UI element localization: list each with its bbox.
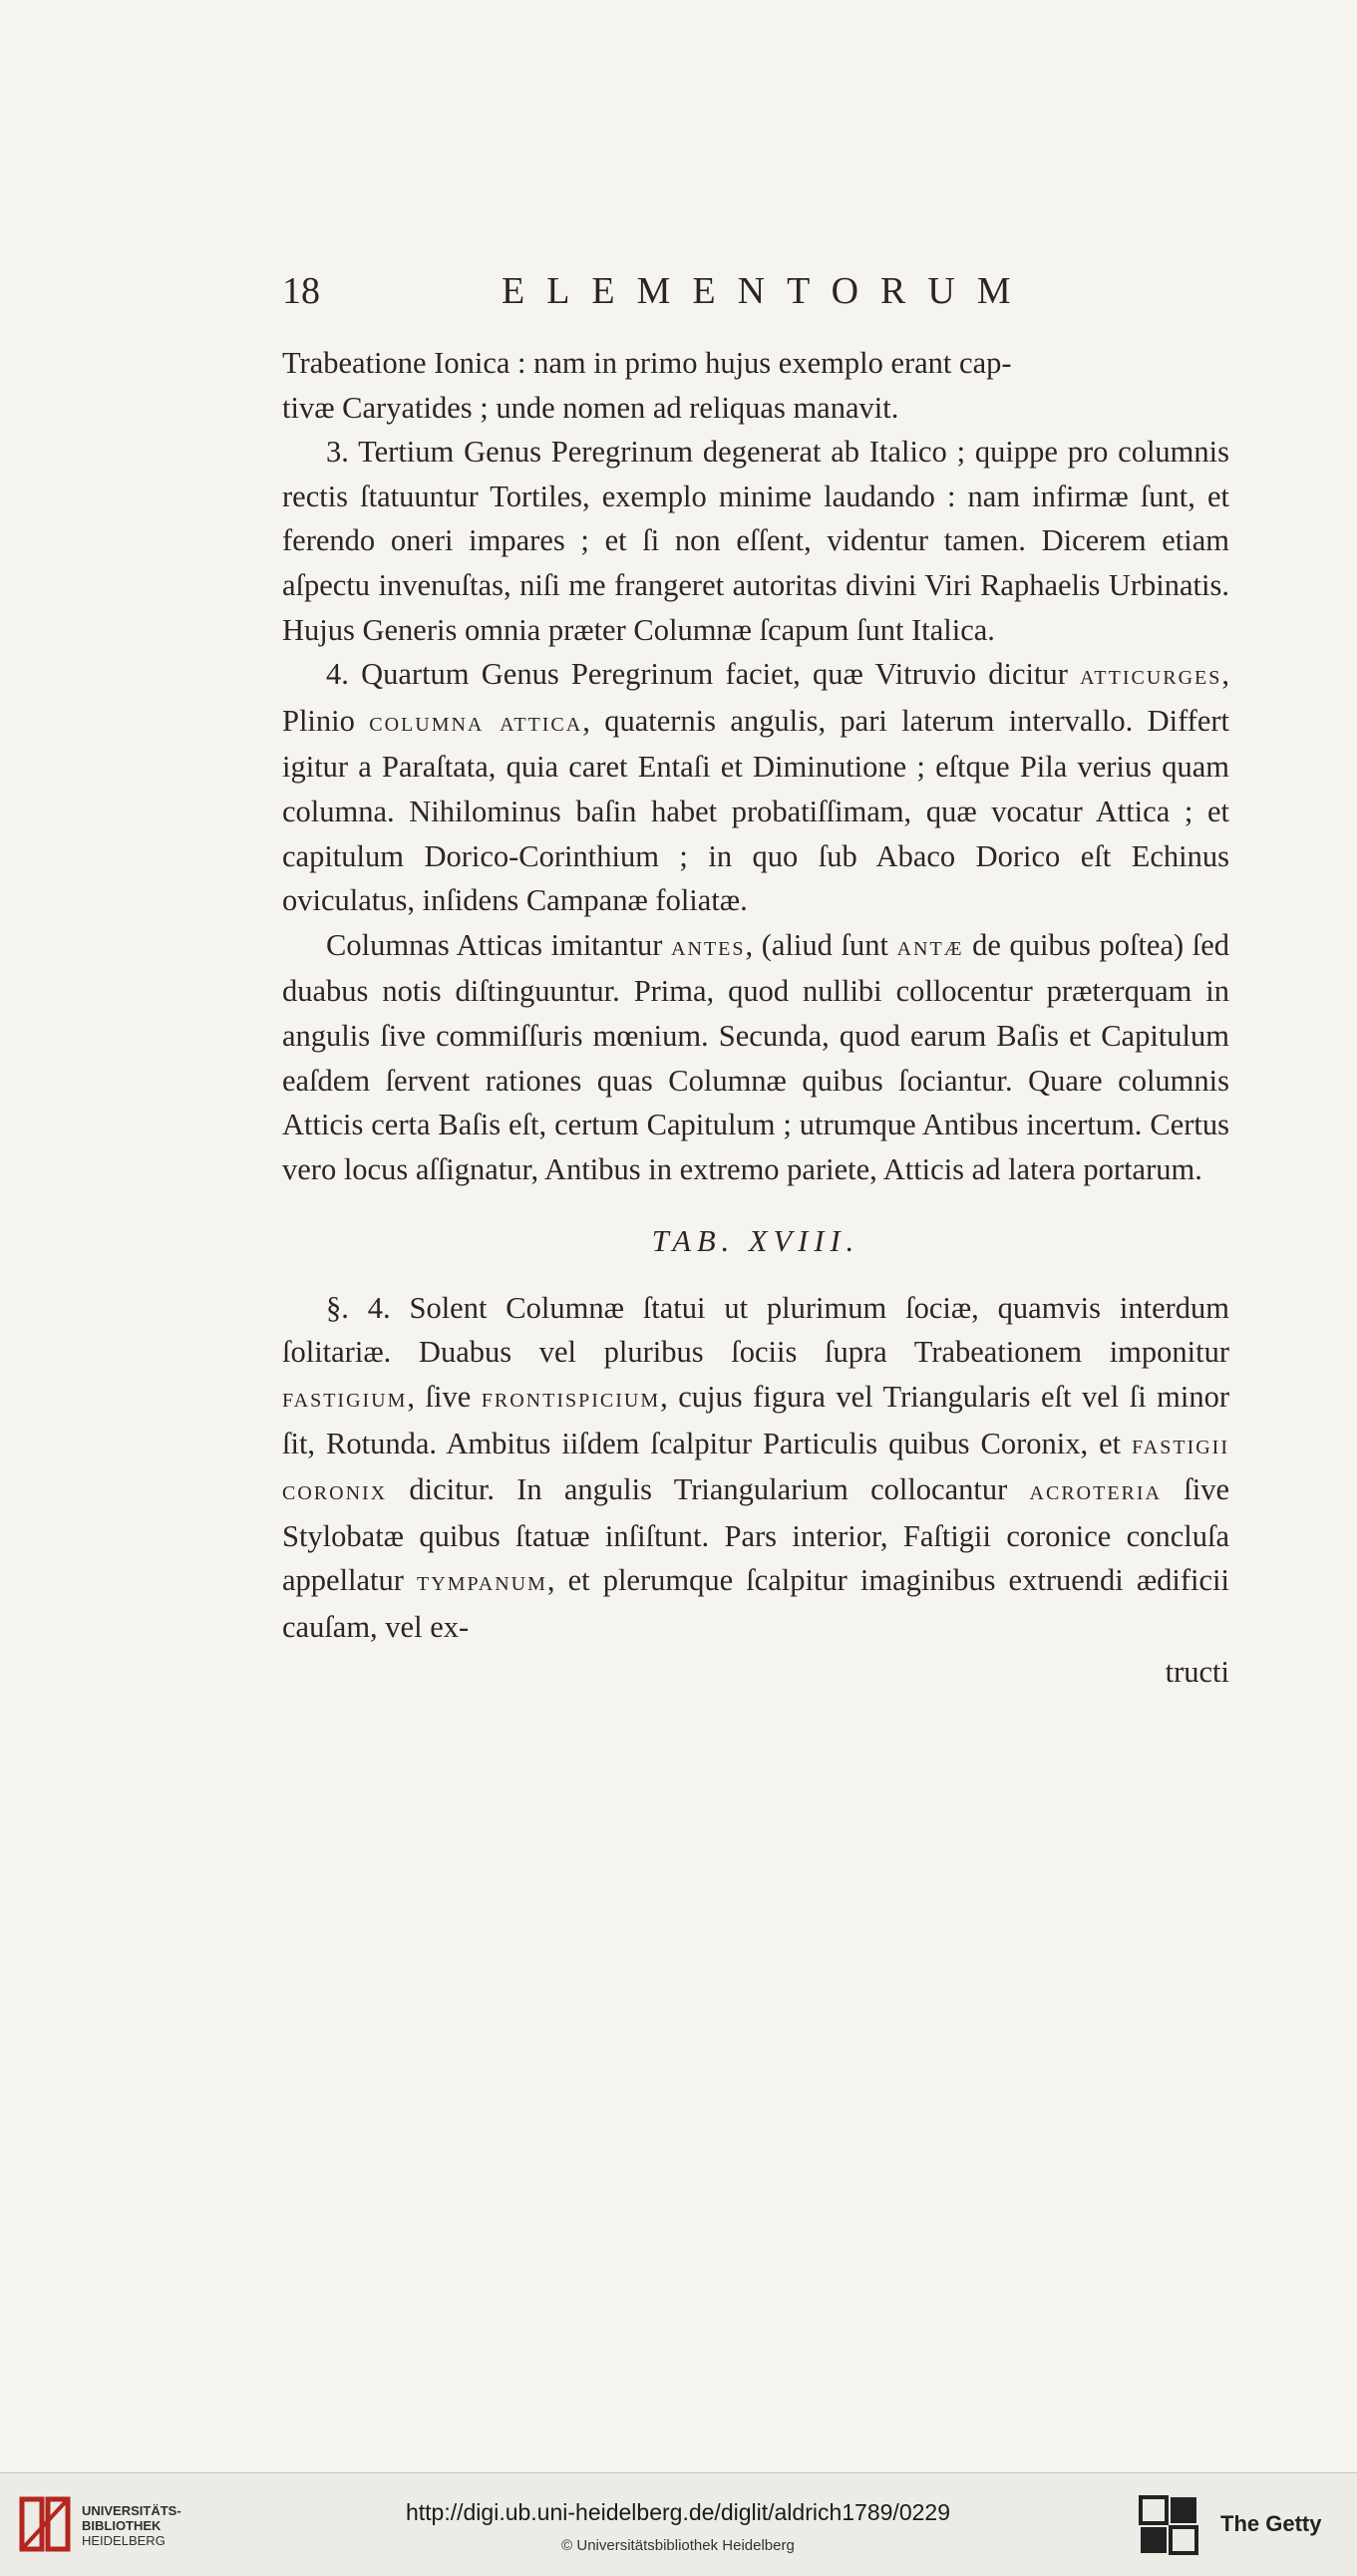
- body-text: [282, 341, 1229, 1694]
- paragraph-3: 3. Tertium Genus Peregrinum degenerat ab Italico ; quippe pro columnis rectis ſtatuuntur Tortiles, exemplo minime laudando : nam infirmæ ſunt, et ferendo oneri impares ; et ſi non eſſent, videntur tamen. Dicerem etiam aſpectu invenuſtas, niſi me frangeret autoritas divini Viri Raphaelis Urbinatis. Hujus Generis omnia præter Columnæ ſcapum ſunt Italica.: [282, 435, 1229, 647]
- page-header: [282, 269, 1229, 329]
- paragraph-5: Columnas Atticas imitantur antes, (aliud ſunt antæ de quibus poſtea) ſed duabus notis diſtinguuntur. Prima, quod nullibi collocentur præterquam in angulis ſive commiſſuris mœnium. Secunda, quod earum Baſis et Capitulum eaſdem ſervent rationes quas Columnæ quibus ſociantur. Quare columnis Atticis certa Baſis eſt, certum Capitulum ; utrumque Antibus incertum. Certus vero locus aſſignatur, Antibus in extremo pariete, Atticis ad latera portarum.: [282, 927, 1230, 1186]
- paragraph-6: §. 4. Solent Columnæ ſtatui ut plurimum ſociæ, quamvis interdum ſolitariæ. Duabus vel pluribus ſociis ſupra Trabeationem imponitur fastigium, ſive frontispicium, cujus figura vel Triangularis eſt vel ſi minor ſit, Rotunda. Ambitus iiſdem ſcalpitur Particulis quibus Coronix, et fastigii coronix dicitur. In angulis Triangularium collocantur acroteria ſive Stylobatæ quibus ſtatuæ inſiſtunt. Pars interior, Faſtigii coronice concluſa appellatur tympanum, et plerumque ſcalpitur imaginibus extruendi ædificii cauſam, vel ex-: [282, 1290, 1230, 1645]
- paragraph-4: 4. Quartum Genus Peregrinum faciet, quæ Vitruvio dicitur atticurges, Plinio columna attica, quaternis angulis, pari laterum intervallo. Differt igitur a Paraſtata, quia caret Entaſi et Diminutione ; eſtque Pila verius quam columna. Nihilominus baſin habet probatiſſimam, quæ vocatur Attica ; et capitulum Dorico-Corinthium ; in quo ſub Abaco Dorico eſt Echinus oviculatus, inſidens Campanæ foliatæ.: [282, 657, 1230, 918]
- running-title: ELEMENTORUM: [502, 270, 1033, 312]
- permalink-url[interactable]: http://digi.ub.uni-heidelberg.de/diglit/aldrich1789/0229: [405, 2499, 950, 2525]
- page-number: 18: [282, 270, 320, 312]
- getty-logo-icon: [1137, 2493, 1200, 2557]
- catchword: tructi: [1165, 1654, 1229, 1689]
- text-line: tivæ Caryatides ; unde nomen ad reliquas manavit.: [282, 390, 899, 425]
- university-library-logo-icon: [14, 2493, 74, 2555]
- copyright-notice: © Universitätsbibliothek Heidelberg: [561, 2537, 795, 2554]
- plate-heading: TAB. XVIII.: [651, 1224, 860, 1259]
- library-name: UNIVERSITÄTS- BIBLIOTHEK HEIDELBERG: [82, 2503, 181, 2548]
- text-line: Trabeatione Ionica : nam in primo hujus exemplo erant cap-: [282, 346, 1012, 380]
- footer-bar: [0, 2472, 1357, 2576]
- getty-label: The Getty: [1220, 2511, 1322, 2536]
